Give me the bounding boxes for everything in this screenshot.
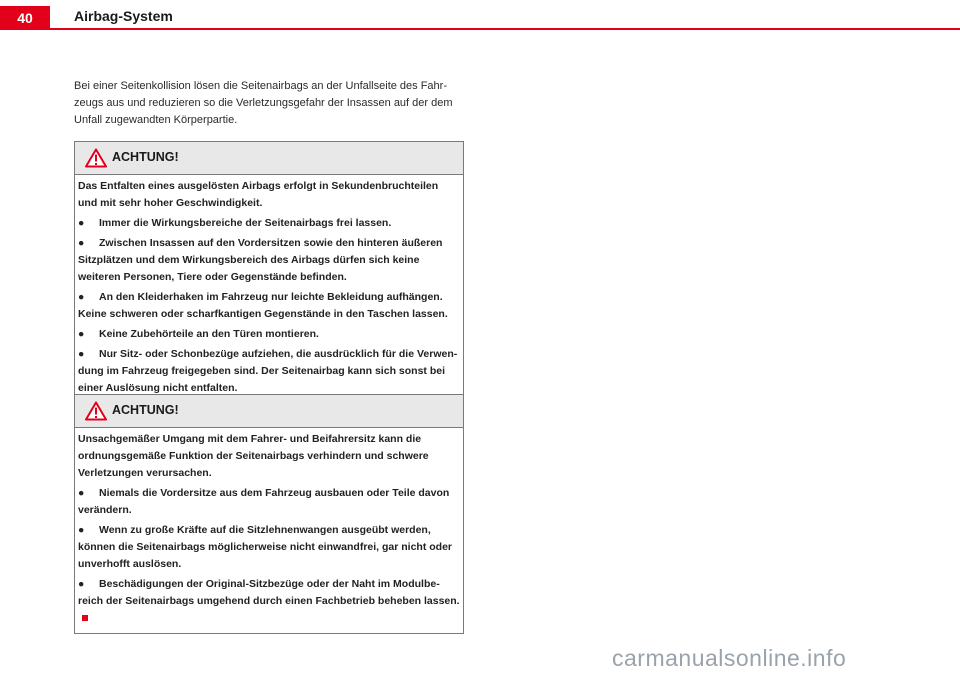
warning-body xyxy=(75,428,463,633)
bullet-icon: ● xyxy=(78,487,85,499)
warning-box-1 xyxy=(74,141,464,404)
warning-item: ● Beschädigungen der Original-Sitzbezüge oder der Naht im Modulbe-reich der Seitenairbags umgehend durch einen Fachbetrieb beheben lassen. xyxy=(78,576,460,627)
warning-body xyxy=(75,175,463,403)
bullet-icon: ● xyxy=(78,237,85,249)
bullet-icon: ● xyxy=(78,348,85,360)
bullet-icon: ● xyxy=(78,578,85,590)
warning-item: ● Immer die Wirkungsbereiche der Seitenairbags frei lassen. xyxy=(78,215,460,232)
warning-item: ● Zwischen Insassen auf den Vordersitzen sowie den hinteren äußeren Sitzplätzen und dem Wirkungsbereich des Airbags dürfen sich keine weiteren Personen, Tiere oder Gegenstände befinden. xyxy=(78,237,443,283)
intro-text: Bei einer Seitenkollision lösen die Seitenairbags an der Unfallseite des Fahr-zeugs aus und reduzieren so die Verletzungsgefahr der Insassen auf der dem Unfall zugewandten Körperpartie. xyxy=(74,80,453,126)
watermark: carmanualsonline.info xyxy=(612,645,847,671)
page-number: 40 xyxy=(0,6,50,30)
warning-item: ● Keine Zubehörteile an den Türen montieren. xyxy=(78,326,460,343)
bullet-icon: ● xyxy=(78,217,85,229)
warning-lead: Unsachgemäßer Umgang mit dem Fahrer- und Beifahrersitz kann die ordnungsgemäße Funktion der Seitenairbags verhindern und schwere Verletzungen verursachen. xyxy=(78,433,429,479)
warning-triangle-icon xyxy=(85,401,107,421)
bullet-icon: ● xyxy=(78,291,85,303)
warning-item: ● Wenn zu große Kräfte auf die Sitzlehnenwangen ausgeübt werden, können die Seitenairbags möglicherweise nicht einwandfrei, gar nicht oder unverhofft auslösen. xyxy=(78,524,453,570)
warning-box-2 xyxy=(74,394,464,634)
warning-header xyxy=(75,395,463,428)
warning-item: ● Nur Sitz- oder Schonbezüge aufziehen, die ausdrücklich für die Verwen-dung im Fahrzeug freigegeben sind. Der Seitenairbag kann sich sonst bei einer Auslösung nicht entfalten. xyxy=(78,348,458,394)
warning-header xyxy=(75,142,463,175)
warning-item: ● An den Kleiderhaken im Fahrzeug nur leichte Bekleidung aufhängen. Keine schweren oder scharfkantigen Gegenstände in den Taschen lassen. xyxy=(78,291,448,320)
warning-item: ● Niemals die Vordersitze aus dem Fahrzeug ausbauen oder Teile davon verändern. xyxy=(78,487,450,516)
page-header xyxy=(0,0,960,30)
chapter-title: Airbag-System xyxy=(74,8,173,24)
header-rule xyxy=(0,28,960,30)
bullet-icon: ● xyxy=(78,524,85,536)
section-end-mark-icon xyxy=(82,615,88,621)
warning-title: ACHTUNG! xyxy=(112,150,179,164)
warning-triangle-icon xyxy=(85,148,107,168)
warning-title: ACHTUNG! xyxy=(112,403,179,417)
bullet-icon: ● xyxy=(78,328,85,340)
warning-lead: Das Entfalten eines ausgelösten Airbags erfolgt in Sekundenbruchteilen und mit sehr hoher Geschwindigkeit. xyxy=(78,180,439,209)
intro-paragraph xyxy=(74,78,466,129)
